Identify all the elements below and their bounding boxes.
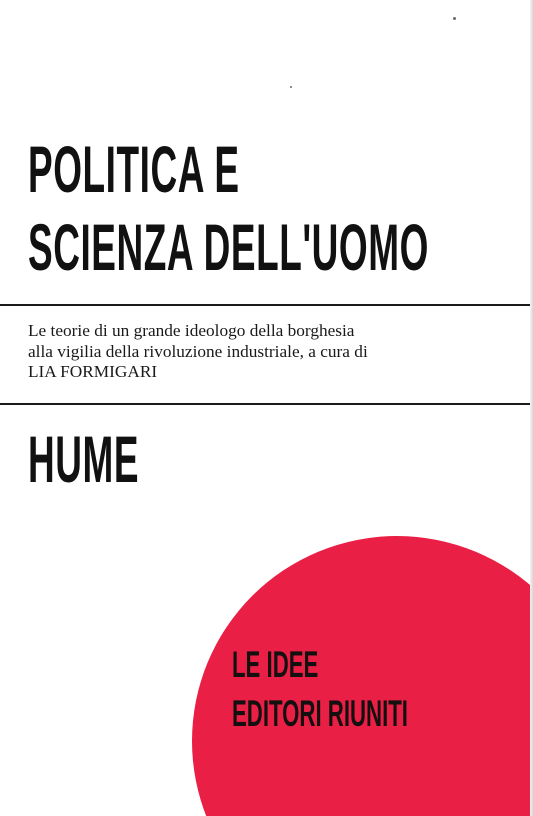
series-name: LE IDEE bbox=[232, 644, 319, 685]
title-line-1: POLITICA E bbox=[28, 132, 240, 206]
print-speck bbox=[453, 17, 456, 20]
publisher-name: EDITORI RIUNITI bbox=[232, 693, 408, 734]
title-line-2: SCIENZA DELL'UOMO bbox=[28, 210, 429, 284]
author-name: HUME bbox=[28, 422, 140, 496]
subtitle-line-2: alla vigilia della rivoluzione industriale, a cura di bbox=[28, 341, 368, 361]
editor-name: LIA FORMIGARI bbox=[28, 362, 158, 381]
top-divider bbox=[0, 304, 533, 306]
print-speck bbox=[290, 86, 292, 88]
bottom-divider bbox=[0, 403, 533, 405]
subtitle-line-1: Le teorie di un grande ideologo della borghesia bbox=[28, 321, 355, 340]
subtitle bbox=[28, 321, 528, 383]
